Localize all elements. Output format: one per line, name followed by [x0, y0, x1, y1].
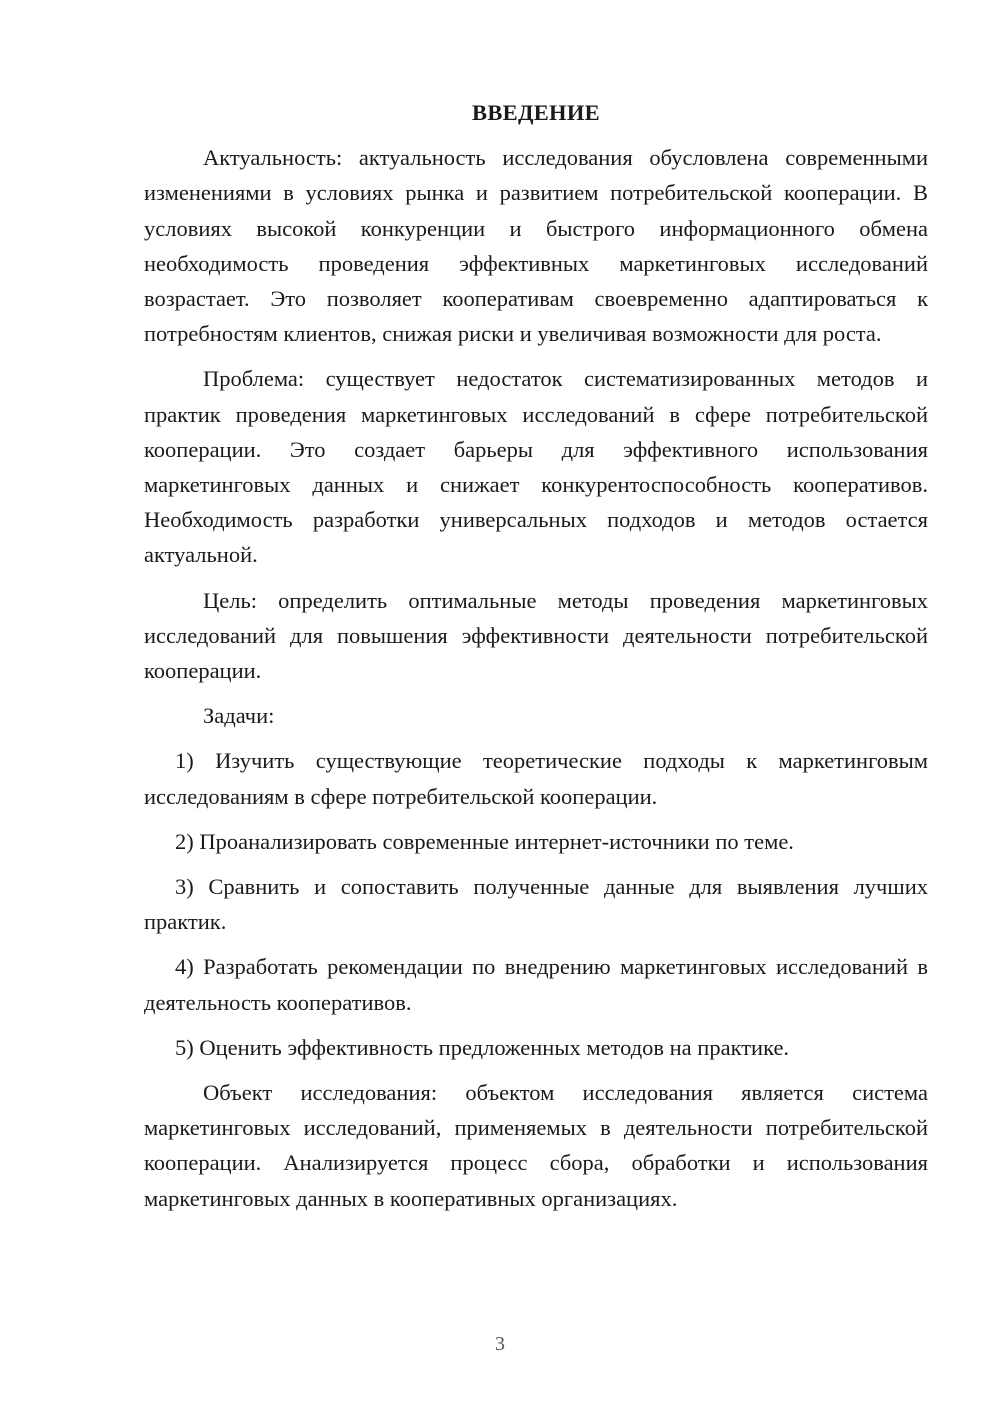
task-item-4: 4) Разработать рекомендации по внедрению маркетинговых исследований в деятельность кооперативов. [144, 954, 928, 1015]
task-item-2: 2) Проанализировать современные интернет-источники по теме. [175, 828, 794, 854]
task-item-5: 5) Оценить эффективность предложенных методов на практике. [175, 1034, 790, 1060]
tasks-heading: Задачи: [203, 703, 275, 729]
page-title: ВВЕДЕНИЕ [472, 100, 600, 125]
document-page [144, 95, 928, 1216]
object-paragraph: Объект исследования: объектом исследования является система маркетинговых исследований, применяемых в деятельности потребительской кооперации. Анализируется процесс сбора, обработки и использования маркетинговых данных в кооперативных организациях. [144, 1080, 928, 1211]
relevance-paragraph: Актуальность: актуальность исследования обусловлена современными изменениями в условиях рынка и развитием потребительской кооперации. В условиях высокой конкуренции и быстрого информационного обмена необходимость проведения эффективных маркетинговых исследований возрастает. Это позволяет кооперативам своевременно адаптироваться к потребностям клиентов, снижая риски и увеличивая возможности для роста. [144, 145, 928, 347]
page-number: 3 [495, 1333, 505, 1355]
task-item-1: 1) Изучить существующие теоретические подходы к маркетинговым исследованиям в сфере потребительской кооперации. [144, 748, 928, 809]
problem-paragraph: Проблема: существует недостаток систематизированных методов и практик проведения маркетинговых исследований в сфере потребительской кооперации. Это создает барьеры для эффективного использования маркетинговых данных и снижает конкурентоспособность кооперативов. Необходимость разработки универсальных подходов и методов остается актуальной. [144, 366, 928, 568]
goal-paragraph: Цель: определить оптимальные методы проведения маркетинговых исследований для повышения эффективности деятельности потребительской кооперации. [144, 587, 928, 684]
task-item-3: 3) Сравнить и сопоставить полученные данные для выявления лучших практик. [144, 874, 928, 935]
